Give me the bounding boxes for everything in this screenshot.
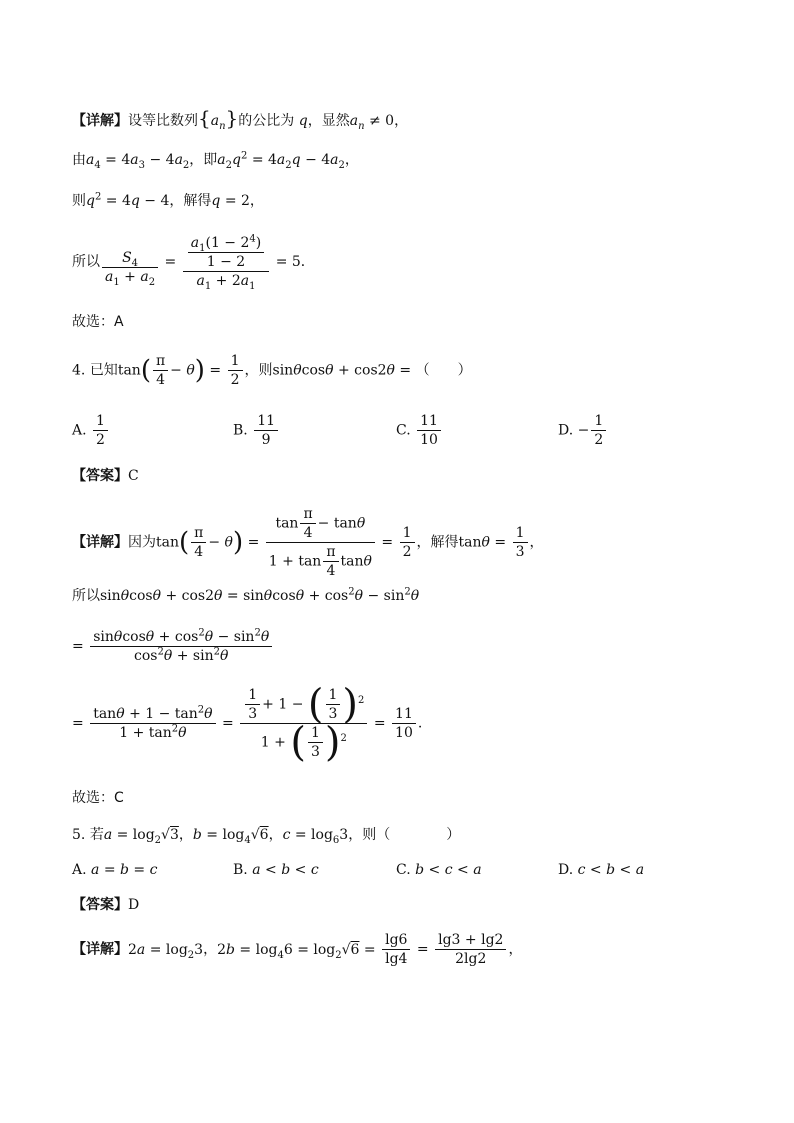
q4-detail-line-1: 【详解】因为tan( $\frac{\pi}{4}$ − θ) = tan $\frac{\pi}{4}$ − tanθ 1 + tan $\frac{\pi}{4}$ tanθ = $\frac{1}{2}$ ，解得tanθ = $\frac{1}{3}$ ， — [72, 506, 544, 579]
q3-detail-line-1: 【详解】设等比数列$\{a_n\}$的公比为 q，显然$a_n \ne 0$， — [72, 106, 409, 132]
q4-question: 4. 已知tan( $\frac{\pi}{4}$ − θ) = $\frac{1}{2}$ ，则sinθcosθ + cos2θ = （ ） — [72, 353, 472, 388]
sequence-set: $\{a_n\}$ — [198, 106, 239, 132]
q5-question: 5. 若$a = \log_2√3$，$b = \log_4√6$，$c = \log_63$，则（ ） — [72, 827, 461, 846]
q5-option-d[interactable]: D. c < b < a — [558, 862, 645, 878]
q5-detail-line-1: 【详解】$2a = \log_23$，$2b = \log_46 = \log_2√6$ = $\frac{\lg 6}{\lg 4}$ = $\frac{\lg 3 + \lg 2}{2\lg 2}$ ， — [72, 932, 523, 967]
tangent-subtraction-fraction: tan $\frac{\pi}{4}$ − tanθ 1 + tan $\frac{\pi}{4}$ tanθ — [266, 505, 375, 580]
substituted-fraction: $\frac{1}{3}$ + 1 − ( $\frac{1}{3}$ )$^2$ 1 + ( $\frac{1}{3}$ )$^2$ — [240, 686, 367, 761]
q4-option-d[interactable]: D. − $\frac{1}{2}$ — [558, 412, 608, 449]
q4-option-c[interactable]: C. $\frac{11}{10}$ — [396, 412, 443, 449]
q4-answer: 【答案】C — [72, 468, 139, 484]
q4-option-a[interactable]: A. $\frac{1}{2}$ — [72, 412, 110, 449]
q5-option-a[interactable]: A. a = b = c — [72, 862, 158, 878]
ratio-fraction: $\frac{S_4}{a_1 + a_2}$ — [102, 249, 158, 286]
q3-detail-line-2: 由$a_4 = 4a_3 - 4a_2$，即$a_2q^2 = 4a_2q - 4a_2$， — [72, 150, 359, 171]
q4-option-b[interactable]: B. $\frac{11}{9}$ — [233, 412, 280, 449]
compound-fraction: $\frac{\frac{a_1(1 - 2^4)}{1 - 2}}{a_1 + 2a_1}$ — [183, 234, 270, 290]
detail-tag: 【详解】 — [72, 113, 128, 129]
q4-answer-choice: 故选：C — [72, 790, 124, 806]
q5-option-c[interactable]: C. b < c < a — [396, 862, 482, 878]
q3-detail-line-3: 则$q^2 = 4q - 4$，解得q = 2， — [72, 191, 264, 209]
q4-detail-line-2: 所以$\sin\theta\cos\theta + \cos 2\theta = \sin\theta\cos\theta + \cos^2\theta - \sin^2\theta$ — [72, 586, 420, 604]
q4-detail-line-4: = $\frac{\tan\theta + 1 - \tan^2\theta}{1 + \tan^2\theta}$ = $\frac{1}{3}$ + 1 − ( $\frac{1}{3}$ )$^2$ 1 + ( $\frac{1}{3}$ )$^2$ = $\frac{11}{10}$ . — [72, 681, 423, 766]
q5-option-b[interactable]: B. a < b < c — [233, 862, 319, 878]
q3-detail-line-4: 所以 $\frac{S_4}{a_1 + a_2}$ = $\frac{\frac{a_1(1 - 2^4)}{1 - 2}}{a_1 + 2a_1}$ = 5． — [72, 233, 315, 292]
q3-answer-choice: 故选：A — [72, 314, 124, 330]
q4-detail-line-3: = $\frac{\sin\theta\cos\theta + \cos^2\theta - \sin^2\theta}{\cos^2\theta + \sin^2\theta}$ — [72, 628, 274, 665]
q5-answer: 【答案】D — [72, 897, 140, 913]
